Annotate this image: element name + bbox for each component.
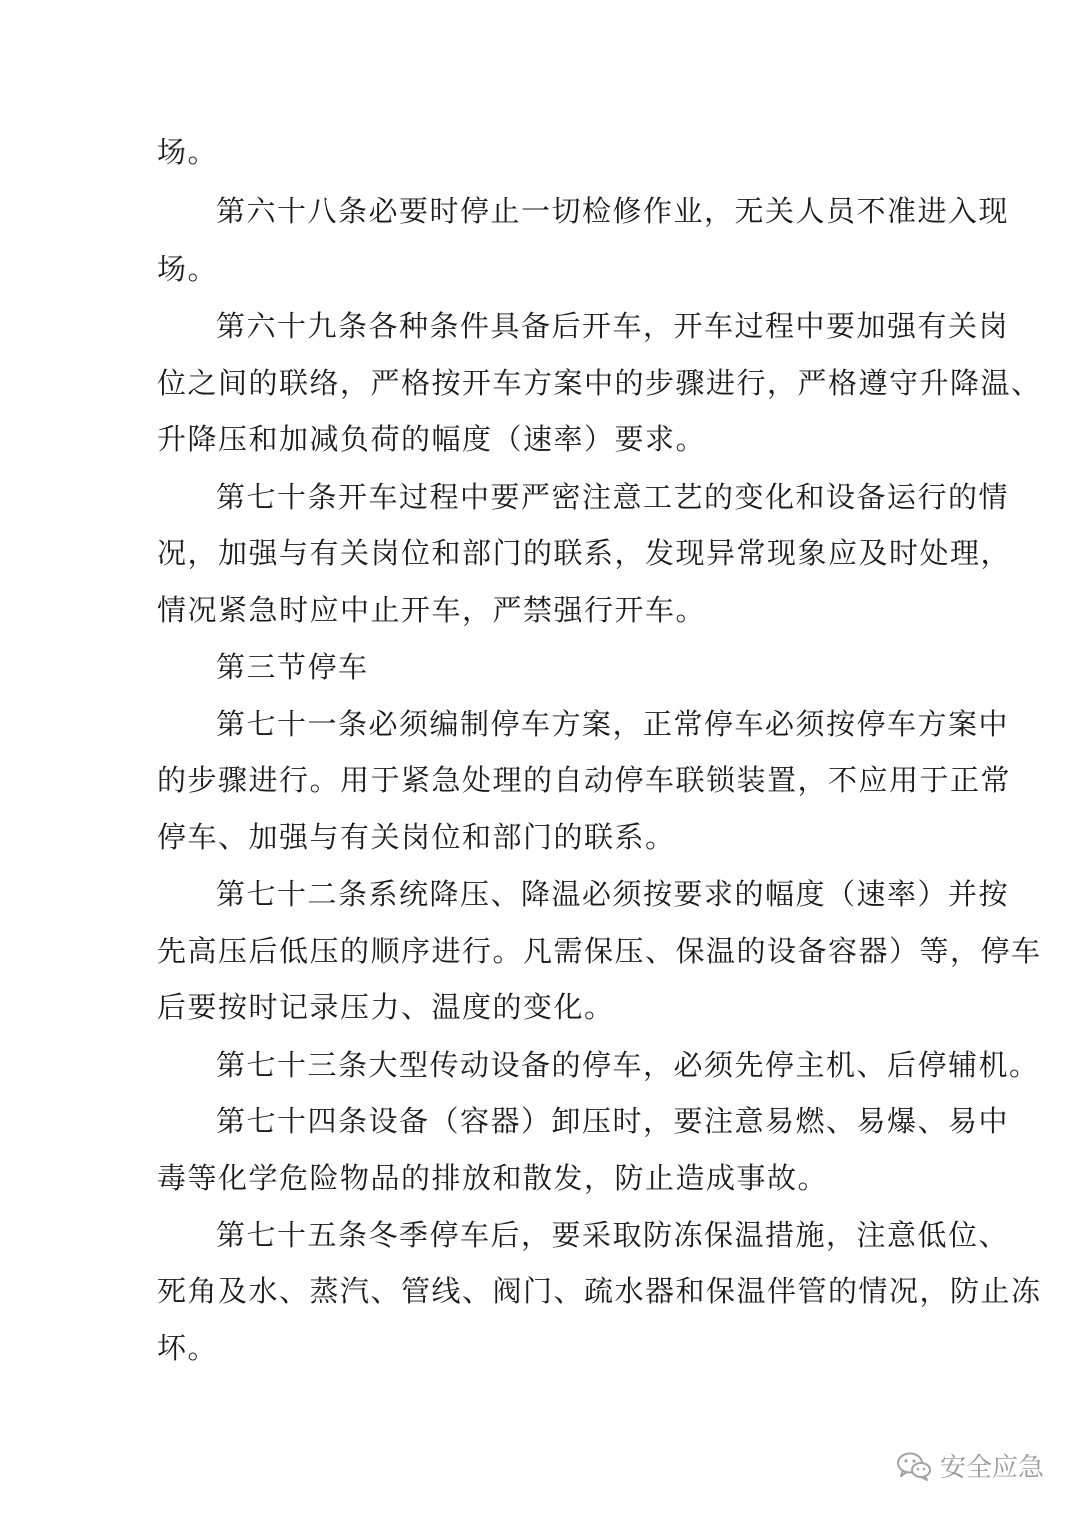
text-line: 停车、加强与有关岗位和部门的联系。 — [157, 820, 676, 854]
text-line: 坏。 — [157, 1331, 219, 1365]
text-line: 第六十九条各种条件具备后开车，开车过程中要加强有关岗 — [216, 309, 1010, 343]
text-line: 升降压和加减负荷的幅度（速率）要求。 — [157, 422, 707, 456]
section-heading: 第三节停车 — [216, 650, 369, 684]
text-line: 第七十四条设备（容器）卸压时，要注意易燃、易爆、易中 — [216, 1104, 1010, 1138]
text-line: 场。 — [157, 252, 219, 286]
text-line: 先高压后低压的顺序进行。凡需保压、保温的设备容器）等，停车 — [157, 934, 1042, 968]
text-line: 位之间的联络，严格按开车方案中的步骤进行，严格遵守升降温、 — [157, 366, 1042, 400]
watermark-text: 安全应急 — [939, 1453, 1044, 1483]
text-line: 况，加强与有关岗位和部门的联系，发现异常现象应及时处理， — [157, 536, 1012, 570]
text-line: 场。 — [157, 135, 219, 169]
text-line: 第七十二条系统降压、降温必须按要求的幅度（速率）并按 — [216, 877, 1010, 911]
text-line: 死角及水、蒸汽、管线、阀门、疏水器和保温伴管的情况，防止冻 — [157, 1274, 1042, 1308]
text-line: 第七十三条大型传动设备的停车，必须先停主机、后停辅机。 — [216, 1048, 1040, 1082]
watermark — [896, 1447, 1044, 1484]
text-line: 后要按时记录压力、温度的变化。 — [157, 990, 615, 1024]
text-line: 毒等化学危险物品的排放和散发，防止造成事故。 — [157, 1161, 829, 1195]
text-line: 第六十八条必要时停止一切检修作业，无关人员不准进入现 — [216, 194, 1010, 228]
text-line: 第七十五条冬季停车后，要采取防冻保温措施，注意低位、 — [216, 1218, 1010, 1252]
text-line: 第七十条开车过程中要严密注意工艺的变化和设备运行的情 — [216, 480, 1010, 514]
text-line: 的步骤进行。用于紧急处理的自动停车联锁装置，不应用于正常 — [157, 763, 1012, 797]
text-line: 情况紧急时应中止开车，严禁强行开车。 — [157, 593, 707, 627]
text-line: 第七十一条必须编制停车方案，正常停车必须按停车方案中 — [216, 707, 1010, 741]
wechat-icon — [896, 1451, 932, 1481]
